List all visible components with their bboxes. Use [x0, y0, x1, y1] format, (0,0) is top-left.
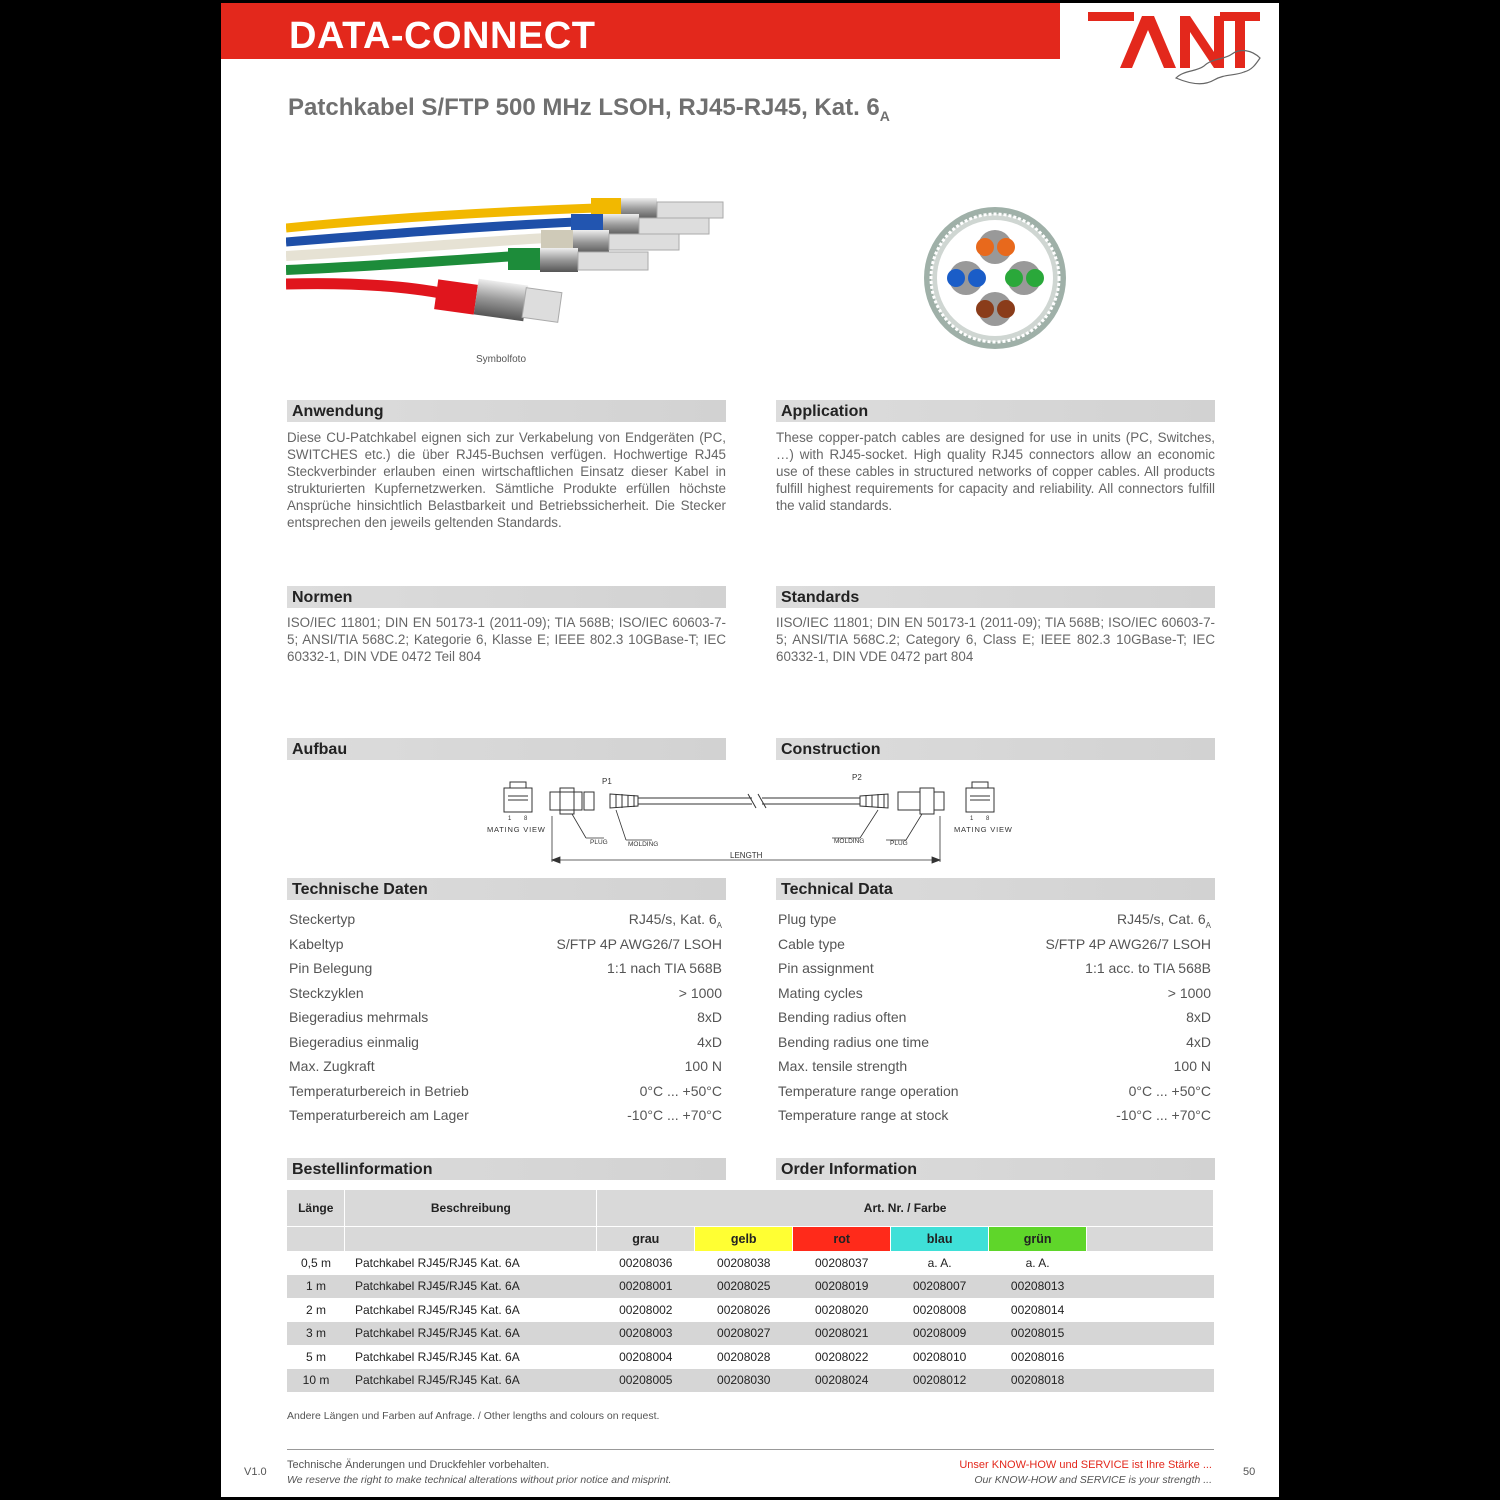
spec-row — [287, 1030, 724, 1055]
article-number-cell: 00208016 — [989, 1345, 1087, 1369]
standards-text: IISO/IEC 11801; DIN EN 50173-1 (2011-09); TIA 568B; ISO/IEC 60603-7-5; ANSI/TIA 568C.2; Category 6, Class E; IEEE 802.3 10GBase-T; IEC 60332-1, DIN VDE 0472 part 804 — [776, 615, 1215, 664]
spec-key: Pin Belegung — [289, 960, 373, 976]
description-cell: Patchkabel RJ45/RJ45 Kat. 6A — [345, 1345, 597, 1369]
plug-right — [898, 788, 944, 814]
length-cell: 1 m — [287, 1275, 345, 1299]
spec-value: 0°C ... +50°C — [1128, 1082, 1211, 1099]
spec-value: RJ45/s, Cat. $6_A$ — [1116, 911, 1211, 930]
pin-1-left: 1 — [508, 816, 512, 822]
spec-value: 100 N — [684, 1058, 722, 1074]
article-number-cell: 00208014 — [989, 1298, 1087, 1322]
article-number-cell: 00208020 — [793, 1298, 891, 1322]
empty-cell — [1087, 1322, 1214, 1346]
product-photo — [286, 190, 726, 350]
anwendung-text: Diese CU-Patchkabel eignen sich zur Verkabelung von Endgeräten (PC, SWITCHES etc.) die über RJ45-Buchsen verfügen. Hochwertige RJ45 Steckverbinder erlauben einen wirtschaftlichen Einsatz dieser Kabel in strukturierten Kupfernetzwerken. Sämtliche Produkte erfüllen höchste Ansprüche hinsichtlich Belastbarkeit und Betriebssicherheit. Die Stecker entsprechen den jeweils geltenden Standards. — [287, 430, 726, 530]
footer-disclaimer-de: Technische Änderungen und Druckfehler vorbehalten. — [287, 1459, 550, 1471]
spec-key: Max. Zugkraft — [289, 1058, 375, 1074]
spec-value: -10°C ... +70°C — [627, 1107, 722, 1123]
spec-value: > 1000 — [1167, 984, 1211, 1001]
section-application: Application — [776, 400, 1215, 422]
pin-8-left: 8 — [524, 816, 528, 822]
description-cell: Patchkabel RJ45/RJ45 Kat. 6A — [345, 1275, 597, 1299]
section-aufbau: Aufbau — [287, 738, 726, 760]
length-cell: 2 m — [287, 1298, 345, 1322]
footer-slogan-de: Unser KNOW-HOW und SERVICE ist Ihre Stärke ... — [959, 1459, 1212, 1471]
molding-right — [860, 794, 888, 808]
color-header: rot — [793, 1227, 891, 1252]
tech-data-de — [287, 907, 724, 1128]
length-cell: 5 m — [287, 1345, 345, 1369]
article-number-cell: 00208030 — [695, 1369, 793, 1393]
empty-cell — [1087, 1298, 1214, 1322]
col-laenge: Länge — [287, 1190, 345, 1227]
spec-value: S/FTP 4P AWG26/7 LSOH — [1045, 935, 1211, 952]
spec-row — [776, 1005, 1213, 1030]
spec-value: 1:1 nach TIA 568B — [607, 960, 722, 976]
spec-row — [776, 1030, 1213, 1055]
product-title: Patchkabel S/FTP 500 MHz LSOH, RJ45-RJ45, Kat. $6_A$ — [288, 94, 890, 124]
col-beschreibung: Beschreibung — [345, 1190, 597, 1227]
order-note: Andere Längen und Farben auf Anfrage. / Other lengths and colours on request. — [287, 1410, 660, 1422]
article-number-cell: 00208009 — [891, 1322, 989, 1346]
spec-value: 8xD — [1186, 1009, 1211, 1025]
spec-row — [287, 956, 724, 981]
spec-value: 4xD — [697, 1033, 722, 1050]
spec-key: Biegeradius mehrmals — [289, 1009, 429, 1025]
article-number-cell: 00208004 — [597, 1345, 695, 1369]
spec-value: > 1000 — [678, 984, 722, 1001]
spec-key: Pin assignment — [778, 960, 874, 976]
spec-row — [776, 1079, 1213, 1104]
spec-row — [776, 981, 1213, 1006]
mating-view-left — [504, 782, 532, 812]
footer-slogan-en: Our KNOW-HOW and SERVICE is your strength ... — [974, 1474, 1212, 1486]
article-number-cell: 00208038 — [695, 1251, 793, 1275]
empty-cell — [1087, 1251, 1214, 1275]
spec-key: Steckzyklen — [289, 984, 364, 1001]
color-header-spacer — [287, 1227, 345, 1252]
article-number-cell: 00208007 — [891, 1275, 989, 1299]
color-header: grün — [989, 1227, 1087, 1252]
color-header: grau — [597, 1227, 695, 1252]
table-row — [287, 1345, 1214, 1369]
section-technische-daten: Technische Daten — [287, 878, 726, 900]
table-row — [287, 1369, 1214, 1393]
spec-value: 100 N — [1173, 1058, 1211, 1074]
spec-key: Temperature range operation — [778, 1082, 959, 1099]
article-number-cell: 00208024 — [793, 1369, 891, 1393]
mating-view-left-label: MATING VIEW — [487, 825, 546, 834]
page-number: 50 — [1243, 1466, 1256, 1478]
color-header-spacer — [1087, 1227, 1214, 1252]
application-text: These copper-patch cables are designed for use in units (PC, Switches, …) with RJ45-socket. High quality RJ45 connectors allow an economic use of these cables in structured networks of copper cables. All products fulfill highest requirements for capacity and reliability. All connectors fulfill the valid standards. — [776, 430, 1215, 513]
section-construction: Construction — [776, 738, 1215, 760]
section-order-information: Order Information — [776, 1158, 1215, 1180]
spec-row — [287, 1103, 724, 1128]
article-number-cell: 00208010 — [891, 1345, 989, 1369]
leader-lines — [572, 810, 922, 840]
section-standards: Standards — [776, 586, 1215, 608]
table-row — [287, 1275, 1214, 1299]
spec-key: Bending radius one time — [778, 1033, 929, 1050]
article-number-cell: 00208013 — [989, 1275, 1087, 1299]
pin-8-right: 8 — [986, 816, 990, 822]
tech-data-en — [776, 907, 1213, 1128]
version: V1.0 — [244, 1466, 267, 1478]
spec-value: 8xD — [697, 1009, 722, 1025]
description-cell: Patchkabel RJ45/RJ45 Kat. 6A — [345, 1369, 597, 1393]
length-cell: 10 m — [287, 1369, 345, 1393]
molding-left — [610, 794, 638, 808]
section-technical-data: Technical Data — [776, 878, 1215, 900]
spec-key: Bending radius often — [778, 1009, 907, 1025]
color-header: gelb — [695, 1227, 793, 1252]
length-cell: 3 m — [287, 1322, 345, 1346]
cable-body — [638, 794, 860, 808]
article-number-cell: 00208021 — [793, 1322, 891, 1346]
spec-row — [287, 907, 724, 932]
spec-value: 4xD — [1186, 1033, 1211, 1050]
construction-diagram — [480, 770, 1020, 870]
spec-value: RJ45/s, Kat. $6_A$ — [628, 911, 722, 930]
mating-view-right — [966, 782, 994, 812]
spec-key: Temperaturbereich am Lager — [289, 1107, 469, 1123]
empty-cell — [1087, 1275, 1214, 1299]
empty-cell — [1087, 1345, 1214, 1369]
molding-left-label: MOLDING — [628, 841, 659, 848]
article-number-cell: 00208019 — [793, 1275, 891, 1299]
spec-value: 1:1 acc. to TIA 568B — [1085, 960, 1211, 976]
spec-value: 0°C ... +50°C — [639, 1082, 722, 1099]
spec-key: Biegeradius einmalig — [289, 1033, 419, 1050]
article-number-cell: 00208025 — [695, 1275, 793, 1299]
mating-view-right-label: MATING VIEW — [954, 825, 1013, 834]
spec-row — [776, 932, 1213, 957]
spec-key: Plug type — [778, 911, 837, 927]
table-row — [287, 1251, 1214, 1275]
logo-text: ANT — [1084, 8, 1086, 9]
col-artnr: Art. Nr. / Farbe — [597, 1190, 1214, 1227]
description-cell: Patchkabel RJ45/RJ45 Kat. 6A — [345, 1298, 597, 1322]
spec-key: Steckertyp — [289, 911, 356, 927]
p1-label: P1 — [602, 777, 612, 786]
article-number-cell: 00208001 — [597, 1275, 695, 1299]
spec-row — [776, 907, 1213, 932]
article-number-cell: 00208003 — [597, 1322, 695, 1346]
spec-row — [287, 932, 724, 957]
photo-caption: Symbolfoto — [476, 354, 527, 365]
article-number-cell: 00208037 — [793, 1251, 891, 1275]
article-number-cell: a. A. — [989, 1251, 1087, 1275]
spec-key: Mating cycles — [778, 984, 863, 1001]
footer-divider — [287, 1449, 1214, 1450]
brand-title: DATA-CONNECT — [289, 15, 596, 57]
description-cell: Patchkabel RJ45/RJ45 Kat. 6A — [345, 1322, 597, 1346]
article-number-cell: 00208022 — [793, 1345, 891, 1369]
article-number-cell: 00208036 — [597, 1251, 695, 1275]
p2-label: P2 — [852, 773, 862, 782]
article-number-cell: 00208005 — [597, 1369, 695, 1393]
article-number-cell: 00208002 — [597, 1298, 695, 1322]
length-cell: 0,5 m — [287, 1251, 345, 1275]
spec-key: Max. tensile strength — [778, 1058, 908, 1074]
article-number-cell: 00208026 — [695, 1298, 793, 1322]
article-number-cell: a. A. — [891, 1251, 989, 1275]
pin-1-right: 1 — [970, 816, 974, 822]
empty-cell — [1087, 1369, 1214, 1393]
plug-right-label: PLUG — [890, 840, 908, 847]
description-cell: Patchkabel RJ45/RJ45 Kat. 6A — [345, 1251, 597, 1275]
spec-row — [287, 1079, 724, 1104]
spec-value: -10°C ... +70°C — [1116, 1107, 1211, 1123]
spec-row — [776, 1103, 1213, 1128]
spec-key: Kabeltyp — [289, 935, 344, 952]
article-number-cell: 00208027 — [695, 1322, 793, 1346]
molding-right-label: MOLDING — [834, 838, 865, 845]
normen-text: ISO/IEC 11801; DIN EN 50173-1 (2011-09); TIA 568B; ISO/IEC 60603-7-5; ANSI/TIA 568C.2; Kategorie 6, Klasse E; IEEE 802.3 10GBase-T; IEC 60332-1, DIN VDE 0472 Teil 804 — [287, 615, 726, 664]
article-number-cell: 00208028 — [695, 1345, 793, 1369]
ant-logo — [1084, 8, 1264, 92]
plug-left-label: PLUG — [590, 839, 608, 846]
spec-row — [287, 1005, 724, 1030]
section-bestellinformation: Bestellinformation — [287, 1158, 726, 1180]
article-number-cell: 00208012 — [891, 1369, 989, 1393]
article-number-cell: 00208018 — [989, 1369, 1087, 1393]
cable-red — [286, 279, 562, 323]
spec-key: Temperature range at stock — [778, 1107, 949, 1123]
length-label: LENGTH — [730, 851, 763, 860]
spec-key: Cable type — [778, 935, 845, 952]
article-number-cell: 00208015 — [989, 1322, 1087, 1346]
plug-left — [550, 788, 594, 814]
color-header: blau — [891, 1227, 989, 1252]
order-table — [287, 1190, 1214, 1392]
spec-row — [287, 981, 724, 1006]
table-row — [287, 1322, 1214, 1346]
section-normen: Normen — [287, 586, 726, 608]
footer-disclaimer-en: We reserve the right to make technical alterations without prior notice and misprint. — [287, 1474, 672, 1486]
color-header-spacer — [345, 1227, 597, 1252]
table-row — [287, 1298, 1214, 1322]
spec-value: S/FTP 4P AWG26/7 LSOH — [556, 935, 722, 952]
spec-row — [776, 1054, 1213, 1079]
spec-row — [287, 1054, 724, 1079]
spec-row — [776, 956, 1213, 981]
section-anwendung: Anwendung — [287, 400, 726, 422]
cable-cross-section — [922, 205, 1068, 351]
spec-key: Temperaturbereich in Betrieb — [289, 1082, 469, 1099]
article-number-cell: 00208008 — [891, 1298, 989, 1322]
